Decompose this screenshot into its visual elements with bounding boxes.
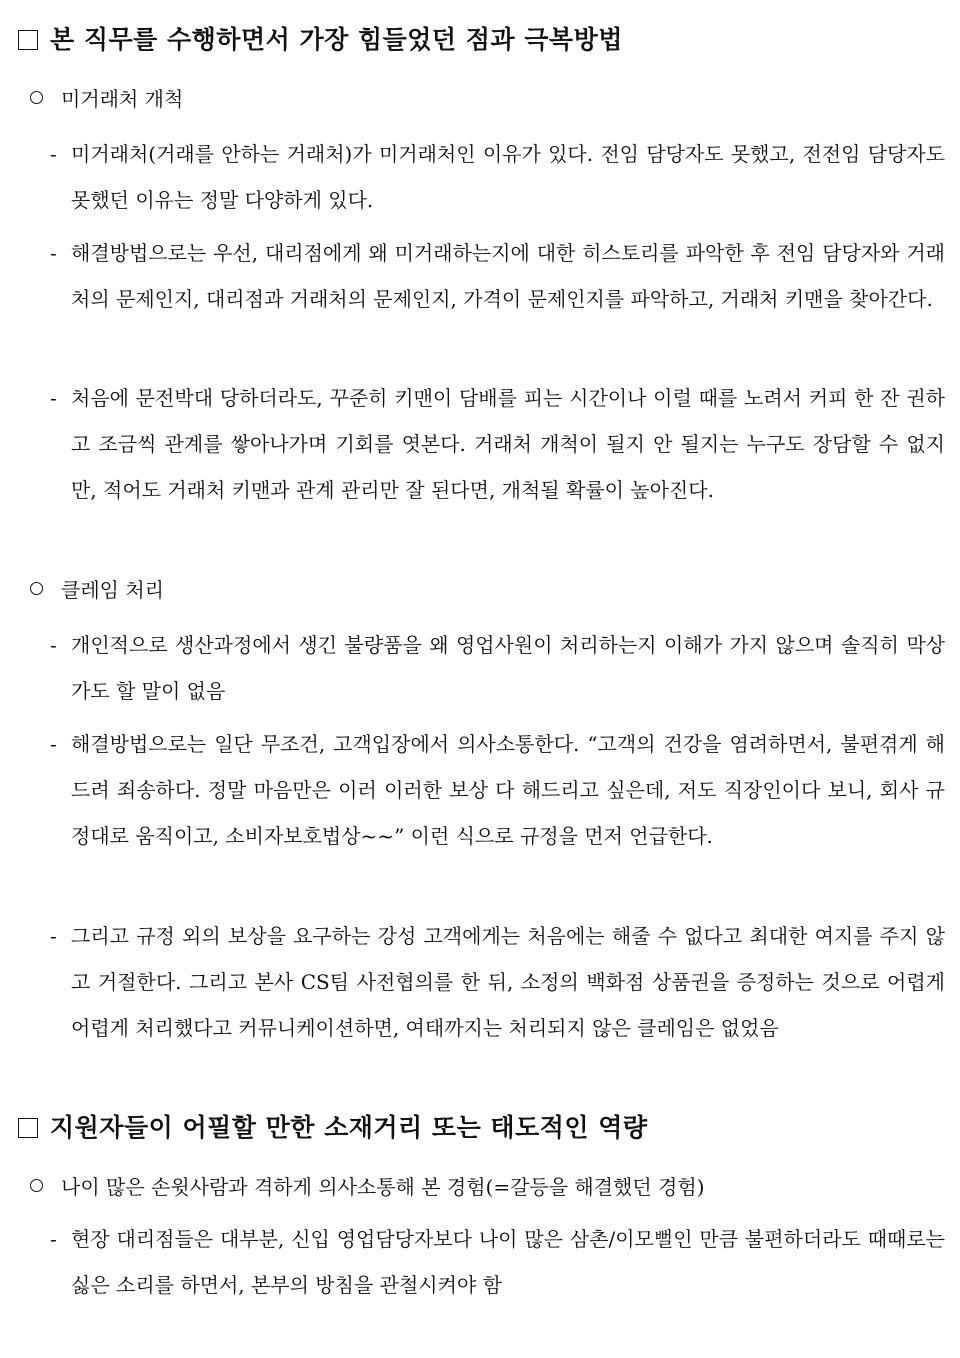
dash-bullet: - bbox=[50, 633, 57, 657]
checkbox-square-icon bbox=[18, 30, 38, 50]
subsection-title-text: 미거래처 개척 bbox=[61, 87, 184, 111]
subsection-title bbox=[30, 1172, 930, 1202]
list-item-text: 해결방법으로는 우선, 대리점에게 왜 미거래하는지에 대한 히스토리를 파악한 후 전임 담당자와 거래처의 문제인지, 대리점과 거래처의 문제인지, 가격이 문제인지를 파악하고, 거래처 키맨을 찾아간다. bbox=[71, 241, 945, 311]
checkbox-square-icon bbox=[18, 1118, 38, 1138]
list-item bbox=[50, 913, 945, 1051]
dash-bullet: - bbox=[50, 142, 57, 166]
list-item-text: 개인적으로 생산과정에서 생긴 불량품을 왜 영업사원이 처리하는지 이해가 가지 않으며 솔직히 막상 가도 할 말이 없음 bbox=[71, 633, 945, 703]
section-heading-text: 본 직무를 수행하면서 가장 힘들었던 점과 극복방법 bbox=[50, 25, 623, 54]
list-item-text: 처음에 문전박대 당하더라도, 꾸준히 키맨이 담배를 피는 시간이나 이럴 때를 노려서 커피 한 잔 권하고 조금씩 관계를 쌓아나가며 기회를 엿본다. 거래처 개척이 될지 안 될지는 누구도 장담할 수 없지만, 적어도 거래처 키맨과 관계 관리만 잘 된다면, 개척될 확률이 높아진다. bbox=[71, 386, 945, 502]
section-heading bbox=[18, 25, 948, 55]
dash-bullet: - bbox=[50, 241, 57, 265]
circle-bullet-icon bbox=[30, 582, 43, 595]
list-item bbox=[50, 230, 945, 322]
subsection-title bbox=[30, 575, 930, 605]
list-item-text: 현장 대리점들은 대부분, 신입 영업담당자보다 나이 많은 삼촌/이모뻘인 만큼 불편하더라도 때때로는 싫은 소리를 하면서, 본부의 방침을 관철시켜야 함 bbox=[71, 1227, 945, 1297]
subsection-title-text: 클레임 처리 bbox=[61, 578, 164, 602]
list-item bbox=[50, 131, 945, 223]
list-item-text: 해결방법으로는 일단 무조건, 고객입장에서 의사소통한다. “고객의 건강을 염려하면서, 불편겪게 해드려 죄송하다. 정말 마음만은 이러 이러한 보상 다 해드리고 싶은데, 저도 직장인이다 보니, 회사 규정대로 움직이고, 소비자보호법상~~” 이런 식으로 규정을 먼저 언급한다. bbox=[71, 732, 945, 848]
list-item bbox=[50, 622, 945, 714]
section-heading bbox=[18, 1113, 948, 1143]
dash-bullet: - bbox=[50, 386, 57, 410]
circle-bullet-icon bbox=[30, 91, 43, 104]
list-item bbox=[50, 375, 945, 513]
dash-bullet: - bbox=[50, 1227, 57, 1251]
list-item bbox=[50, 721, 945, 859]
section-heading-text: 지원자들이 어필할 만한 소재거리 또는 태도적인 역량 bbox=[50, 1113, 648, 1142]
dash-bullet: - bbox=[50, 732, 57, 756]
list-item-text: 그리고 규정 외의 보상을 요구하는 강성 고객에게는 처음에는 해줄 수 없다고 최대한 여지를 주지 않고 거절한다. 그리고 본사 CS팀 사전협의를 한 뒤, 소정의 백화점 상품권을 증정하는 것으로 어렵게 어렵게 처리했다고 커뮤니케이션하면, 여태까지는 처리되지 않은 클레임은 없었음 bbox=[71, 924, 945, 1040]
subsection-title bbox=[30, 84, 930, 114]
list-item-text: 미거래처(거래를 안하는 거래처)가 미거래처인 이유가 있다. 전임 담당자도 못했고, 전전임 담당자도 못했던 이유는 정말 다양하게 있다. bbox=[71, 142, 945, 212]
subsection-title-text: 나이 많은 손윗사람과 격하게 의사소통해 본 경험(=갈등을 해결했던 경험) bbox=[61, 1175, 705, 1199]
dash-bullet: - bbox=[50, 924, 57, 948]
circle-bullet-icon bbox=[30, 1179, 43, 1192]
list-item bbox=[50, 1216, 945, 1308]
